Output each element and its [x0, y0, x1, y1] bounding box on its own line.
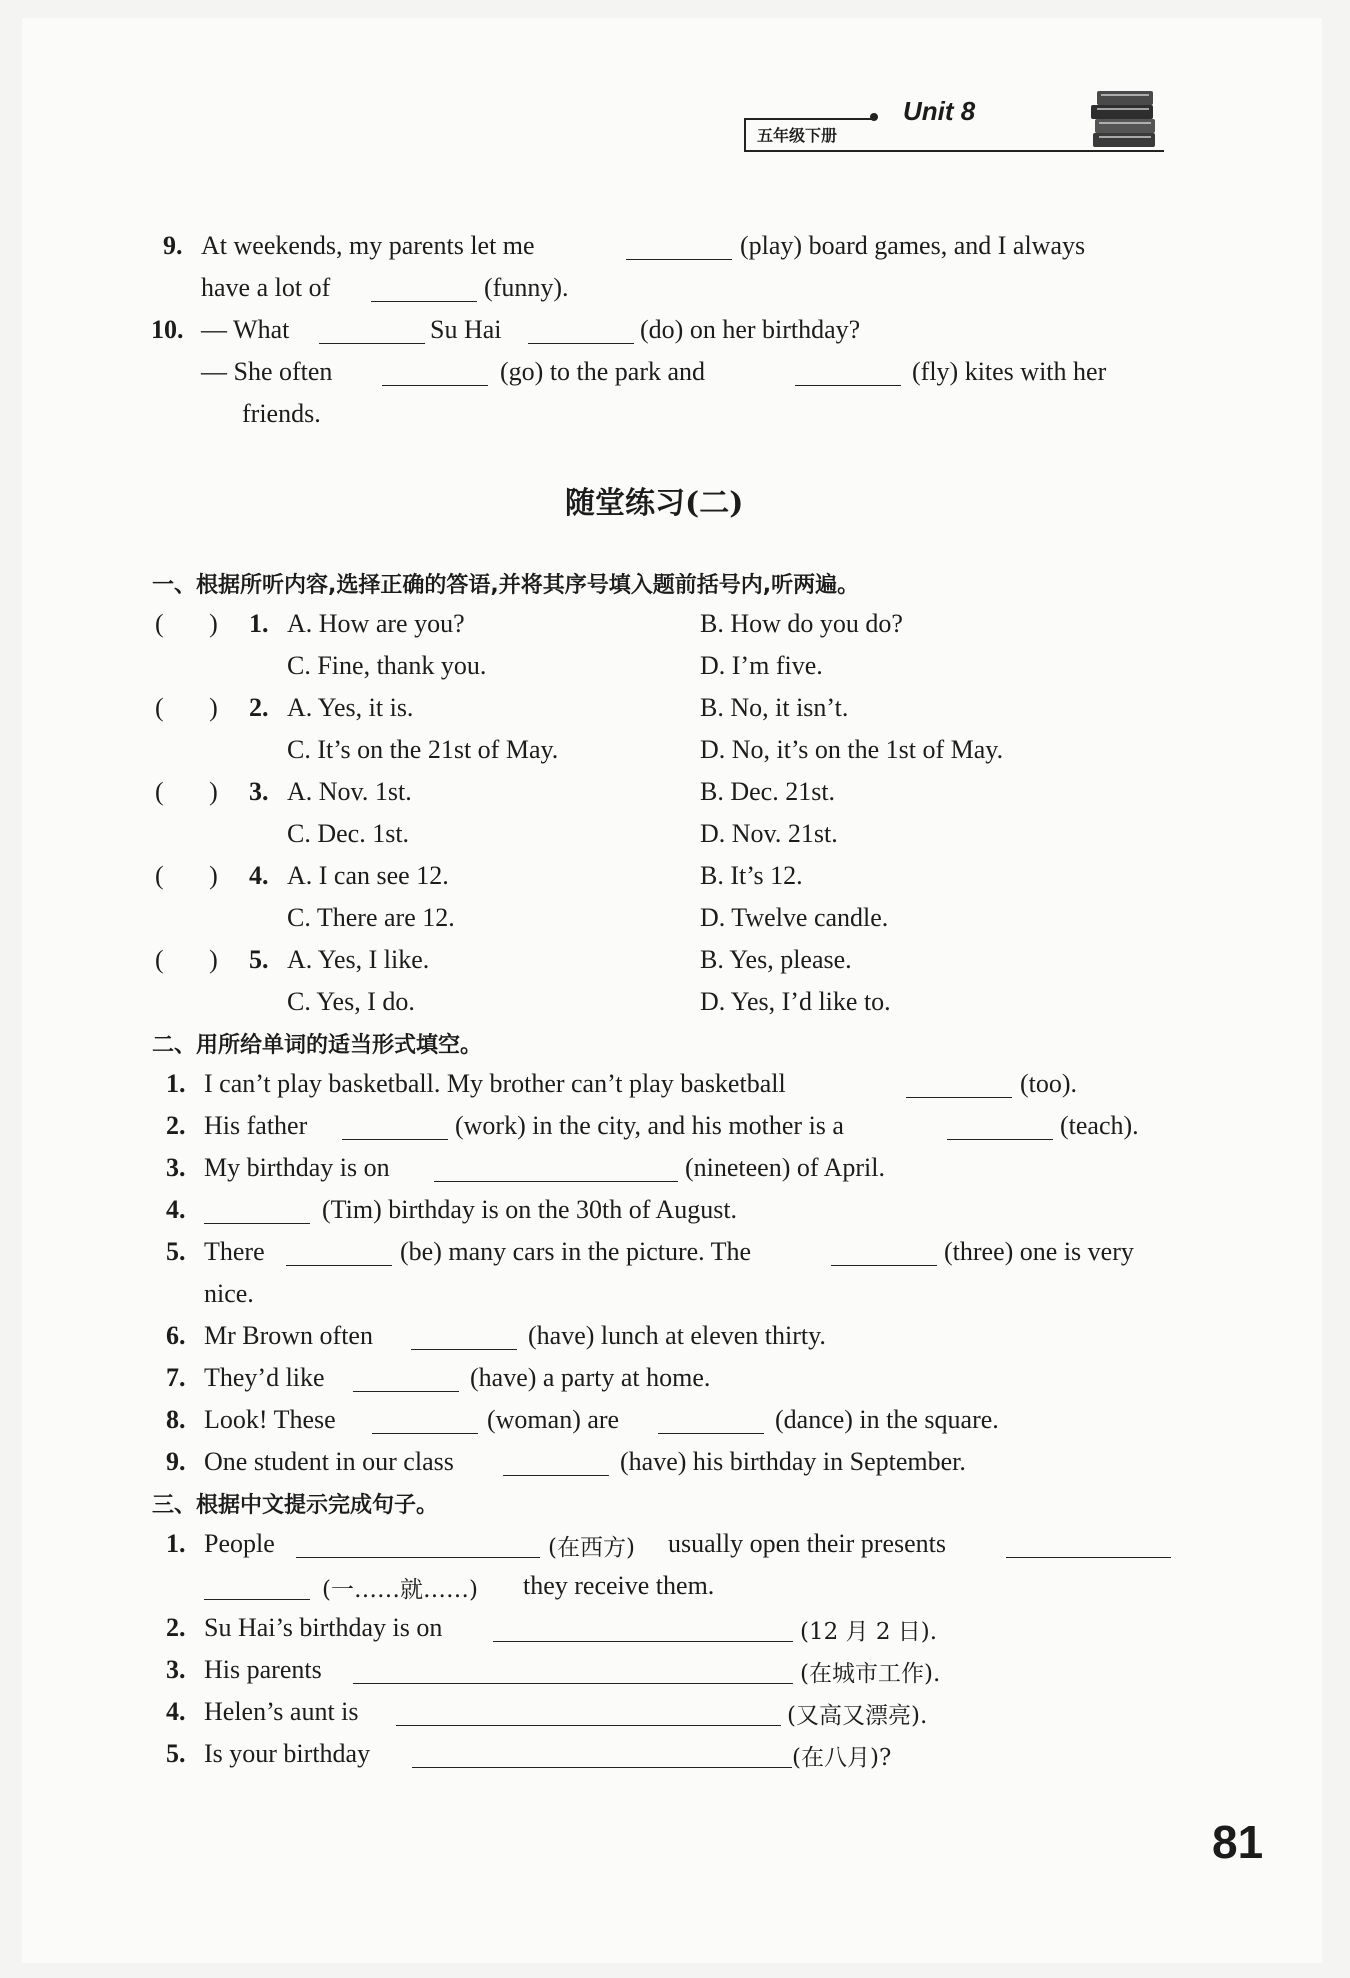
question-number: 8.: [166, 1405, 186, 1434]
answer-bracket[interactable]: ( ): [155, 609, 218, 638]
question-text: Helen’s aunt is: [204, 1697, 359, 1726]
answer-blank[interactable]: [626, 237, 732, 260]
answer-blank[interactable]: [412, 1745, 792, 1768]
option-d: D. No, it’s on the 1st of May.: [700, 735, 1004, 764]
question-number: 5.: [166, 1237, 186, 1266]
question-text: One student in our class: [204, 1447, 454, 1476]
q10-text-6: (fly) kites with her: [912, 357, 1107, 386]
answer-bracket[interactable]: ( ): [155, 693, 218, 722]
option-a: A. Nov. 1st.: [287, 777, 412, 806]
option-c: C. It’s on the 21st of May.: [287, 735, 559, 764]
option-a: A. Yes, it is.: [287, 693, 414, 722]
answer-blank[interactable]: [1006, 1535, 1171, 1558]
chinese-hint: (又高又漂亮).: [787, 1703, 928, 1729]
question-number: 3.: [166, 1153, 186, 1182]
chinese-hint: (在西方): [548, 1535, 635, 1561]
question-number: 3.: [166, 1655, 186, 1684]
q9-text-3: have a lot of: [201, 273, 331, 302]
option-c: C. Fine, thank you.: [287, 651, 487, 680]
answer-blank[interactable]: [382, 363, 488, 386]
header-bracket-line: [744, 118, 752, 150]
question-text: People: [204, 1529, 275, 1558]
section-title: 随堂练习(二): [565, 486, 744, 521]
answer-blank[interactable]: [319, 321, 425, 344]
answer-blank[interactable]: [204, 1577, 310, 1600]
q10-text-1: — What: [201, 315, 290, 344]
q9-text-4: (funny).: [484, 273, 569, 302]
option-d: D. Twelve candle.: [700, 903, 889, 932]
question-text: (Tim) birthday is on the 30th of August.: [322, 1195, 738, 1224]
answer-bracket[interactable]: ( ): [155, 777, 218, 806]
q9-number: 9.: [163, 231, 183, 260]
option-a: A. Yes, I like.: [287, 945, 430, 974]
hint-word: (three) one is very: [944, 1237, 1134, 1266]
q10-text-3: (do) on her birthday?: [640, 315, 861, 344]
question-text: (dance) in the square.: [775, 1405, 999, 1434]
answer-bracket[interactable]: ( ): [155, 861, 218, 890]
q10-text-4: — She often: [201, 357, 333, 386]
question-number: 2.: [166, 1613, 186, 1642]
question-text: My birthday is on: [204, 1153, 390, 1182]
question-text: (be) many cars in the picture. The: [400, 1237, 752, 1266]
option-d: D. Yes, I’d like to.: [700, 987, 891, 1016]
grade-label: 五年级下册: [757, 126, 838, 145]
answer-blank[interactable]: [204, 1201, 310, 1224]
question-text: His parents: [204, 1655, 322, 1684]
chinese-hint: (12 月 2 日).: [800, 1619, 938, 1645]
question-number: 4.: [249, 861, 269, 890]
header-top-line: [744, 118, 874, 120]
question-number: 2.: [249, 693, 269, 722]
answer-bracket[interactable]: ( ): [155, 945, 218, 974]
question-text: His father: [204, 1111, 308, 1140]
page-number: 81: [1212, 1816, 1264, 1868]
answer-blank[interactable]: [528, 321, 634, 344]
question-text: They’d like: [204, 1363, 325, 1392]
question-text: (have) a party at home.: [470, 1363, 711, 1392]
question-text: (woman) are: [487, 1405, 620, 1434]
question-number: 4.: [166, 1195, 186, 1224]
question-text: (work) in the city, and his mother is a: [455, 1111, 844, 1140]
option-c: C. There are 12.: [287, 903, 455, 932]
question-text: There: [204, 1237, 265, 1266]
books-stack-icon: [1085, 85, 1165, 160]
option-b: B. Yes, please.: [700, 945, 852, 974]
option-b: B. Dec. 21st.: [700, 777, 836, 806]
hint-word: (teach).: [1060, 1111, 1139, 1140]
answer-blank[interactable]: [372, 1411, 478, 1434]
option-d: D. I’m five.: [700, 651, 823, 680]
answer-blank[interactable]: [831, 1243, 937, 1266]
question-number: 1.: [166, 1069, 186, 1098]
question-text: Is your birthday: [204, 1739, 371, 1768]
answer-blank[interactable]: [947, 1117, 1053, 1140]
answer-blank[interactable]: [434, 1159, 678, 1182]
question-number: 1.: [249, 609, 269, 638]
question-text: they receive them.: [523, 1571, 715, 1600]
header-dot: [870, 113, 878, 121]
option-c: C. Yes, I do.: [287, 987, 415, 1016]
answer-blank[interactable]: [353, 1661, 793, 1684]
answer-blank[interactable]: [296, 1535, 540, 1558]
chinese-hint: (在城市工作).: [800, 1661, 941, 1687]
part3-heading: 三、根据中文提示完成句子。: [152, 1493, 439, 1518]
header: [0, 0, 1350, 170]
question-text: usually open their presents: [668, 1529, 946, 1558]
part2-heading: 二、用所给单词的适当形式填空。: [152, 1033, 483, 1058]
question-number: 2.: [166, 1111, 186, 1140]
question-number: 3.: [249, 777, 269, 806]
answer-blank[interactable]: [353, 1369, 459, 1392]
question-text: nice.: [204, 1279, 254, 1308]
hint-word: (too).: [1020, 1069, 1078, 1098]
option-b: B. How do you do?: [700, 609, 903, 638]
unit-label: Unit 8: [903, 96, 976, 126]
question-number: 1.: [166, 1529, 186, 1558]
option-c: C. Dec. 1st.: [287, 819, 410, 848]
answer-blank[interactable]: [396, 1703, 781, 1726]
question-text: Look! These: [204, 1405, 336, 1434]
part1-heading: 一、根据所听内容,选择正确的答语,并将其序号填入题前括号内,听两遍。: [152, 573, 860, 598]
question-number: 4.: [166, 1697, 186, 1726]
answer-blank[interactable]: [286, 1243, 392, 1266]
option-b: B. No, it isn’t.: [700, 693, 849, 722]
hint-word: (nineteen) of April.: [685, 1153, 885, 1182]
answer-blank[interactable]: [493, 1619, 793, 1642]
answer-blank[interactable]: [795, 363, 901, 386]
option-a: A. I can see 12.: [287, 861, 449, 890]
question-text: (have) lunch at eleven thirty.: [528, 1321, 826, 1350]
q10-text-7: friends.: [242, 399, 321, 428]
question-text: I can’t play basketball. My brother can’t play basketball: [204, 1069, 786, 1098]
question-text: Su Hai’s birthday is on: [204, 1613, 443, 1642]
option-d: D. Nov. 21st.: [700, 819, 838, 848]
question-number: 5.: [249, 945, 269, 974]
answer-blank[interactable]: [411, 1327, 517, 1350]
option-b: B. It’s 12.: [700, 861, 803, 890]
answer-blank[interactable]: [906, 1075, 1012, 1098]
question-number: 9.: [166, 1447, 186, 1476]
q10-text-2: Su Hai: [430, 315, 502, 344]
answer-blank[interactable]: [658, 1411, 764, 1434]
q9-text-1: At weekends, my parents let me: [201, 231, 535, 260]
answer-blank[interactable]: [371, 279, 477, 302]
question-number: 7.: [166, 1363, 186, 1392]
q10-text-5: (go) to the park and: [500, 357, 706, 386]
question-text: (have) his birthday in September.: [620, 1447, 966, 1476]
question-number: 5.: [166, 1739, 186, 1768]
question-number: 6.: [166, 1321, 186, 1350]
answer-blank[interactable]: [342, 1117, 448, 1140]
answer-blank[interactable]: [503, 1453, 609, 1476]
chinese-hint: (一……就……): [322, 1577, 478, 1603]
q9-text-2: (play) board games, and I always: [740, 231, 1086, 260]
q10-number: 10.: [151, 315, 184, 344]
option-a: A. How are you?: [287, 609, 465, 638]
chinese-hint: (在八月)?: [792, 1745, 892, 1771]
question-text: Mr Brown often: [204, 1321, 373, 1350]
